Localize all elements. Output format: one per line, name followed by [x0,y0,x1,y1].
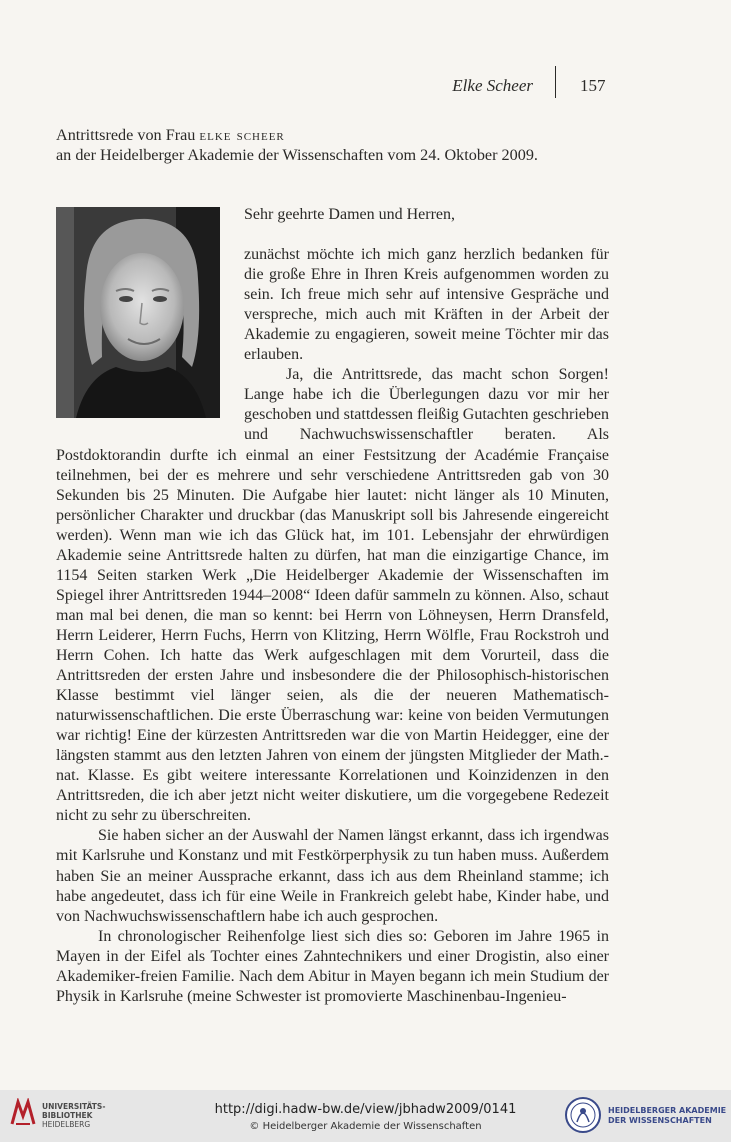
running-head-divider [555,66,556,98]
university-library-name: UNIVERSITÄTS- BIBLIOTHEK HEIDELBERG [42,1102,106,1129]
page-number: 157 [580,76,606,95]
heading-line-2: an der Heidelberger Akademie der Wissenschaften vom 24. Oktober 2009. [56,146,538,164]
academy-seal-icon [564,1096,602,1134]
permalink-url[interactable]: http://digi.hadw-bw.de/view/jbhadw2009/0141 [214,1102,517,1117]
paragraph-2: Ja, die Antrittsrede, das macht schon Sorgen! Lange habe ich die Überlegungen dazu vor mir her geschoben und stattdessen fleißig Gutachten geschrieben und Nachwuchswissenschaftler beraten. Als Postdoktorandin durfte ich einmal an einer Festsitzung der Académie Française teilnehmen, bei der es mehrere und sehr verschiedene Antrittsreden gab von 30 Sekunden bis 25 Minuten. Die Aufgabe hier lautet: nicht länger als 10 Minuten, persönlicher Charakter und druckbar (das Manuskript soll bis Jahresende eingereicht werden). Wenn man wie ich das Glück hat, im 101. Lebensjahr der ehrwürdigen Akademie seine Antrittsrede halten zu dürfen, hat man die einzigartige Chance, im 1154 Seiten starken Werk „Die Heidelberger Akademie der Wissenschaften im Spiegel ihrer Antrittsreden 1944–2008“ Ideen dafür sammeln zu können. Also, schaut man mal bei denen, die man so kennt: bei Herrn von Löhneysen, Herrn Dransfeld, Herrn Leiderer, Herrn Fuchs, Herrn von Klitzing, Herrn Wölfle, Frau Rockstroh und Herrn Cohen. Ich hatte das Werk aufgeschlagen mit dem Vorurteil, dass die Antrittsreden der ersten Jahre und insbesondere die der Philosophisch-historischen Klasse bestimmt viel länger seien, als die der neueren Mathematisch-naturwissenschaftlichen. Die erste Überraschung war: keine von beiden Vermutungen war richtig! Eine der kürzesten Antrittsreden war die von Martin Heidegger, eine der längsten stammt aus den letzten Jahren von einem der jüngsten Mitglieder der Math.-nat. Klasse. Es gibt weitere interessante Korrelationen und Koinzidenzen in den Antrittsreden, die ich aber jetzt nicht weiter diskutiere, um die vorgegebene Redezeit nicht zu sehr zu überschreiten. [56,366,609,825]
speaker-name: elke scheer [199,126,285,144]
speech-heading [56,125,616,165]
digital-library-footer [0,1090,731,1142]
running-head [0,72,731,102]
salutation: Sehr geehrte Damen und Herren, [244,206,456,223]
paragraph-1: zunächst möchte ich mich ganz herzlich bedanken für die große Ehre in Ihren Kreis aufgenommen worden zu sein. Ich freue mich sehr auf intensive Gespräche und verspreche, mich auch mit Kräften in der Arbeit der Akademie zu engagieren, soweit meine Töchter mir das erlauben. [244,246,609,364]
copyright-notice: © Heidelberger Akademie der Wissenschaften [249,1121,482,1132]
heading-line-1: Antrittsrede von Frau elke scheer [56,126,285,144]
paragraph-3: Sie haben sicher an der Auswahl der Namen längst erkannt, dass ich irgendwas mit Karlsruhe und Konstanz und mit Festkörperphysik zu tun haben muss. Außerdem haben Sie an meiner Aussprache erkannt, dass ich aus dem Rheinland stamme; ich habe angedeutet, dass ich für eine Weile in Frankreich gelebt habe, Kinder habe, und von Nachwuchswissenschaftlern habe ich auch gesprochen. [56,827,609,925]
portrait-space [56,205,244,437]
speech-body [56,205,609,1007]
academy-name: HEIDELBERGER AKADEMIE DER WISSENSCHAFTEN [608,1106,727,1125]
paragraph-4: In chronologischer Reihenfolge liest sich dies so: Geboren im Jahre 1965 in Mayen in der Eifel als Tochter eines Zahntechnikers und einer Drogistin, also einer Akademiker-freien Familie. Nach dem Abitur in Mayen begann ich mein Studium der Physik in Karlsruhe (meine Schwester ist promovierte Maschinenbau-Ingenieu- [56,927,609,1005]
running-head-author: Elke Scheer [452,76,533,95]
